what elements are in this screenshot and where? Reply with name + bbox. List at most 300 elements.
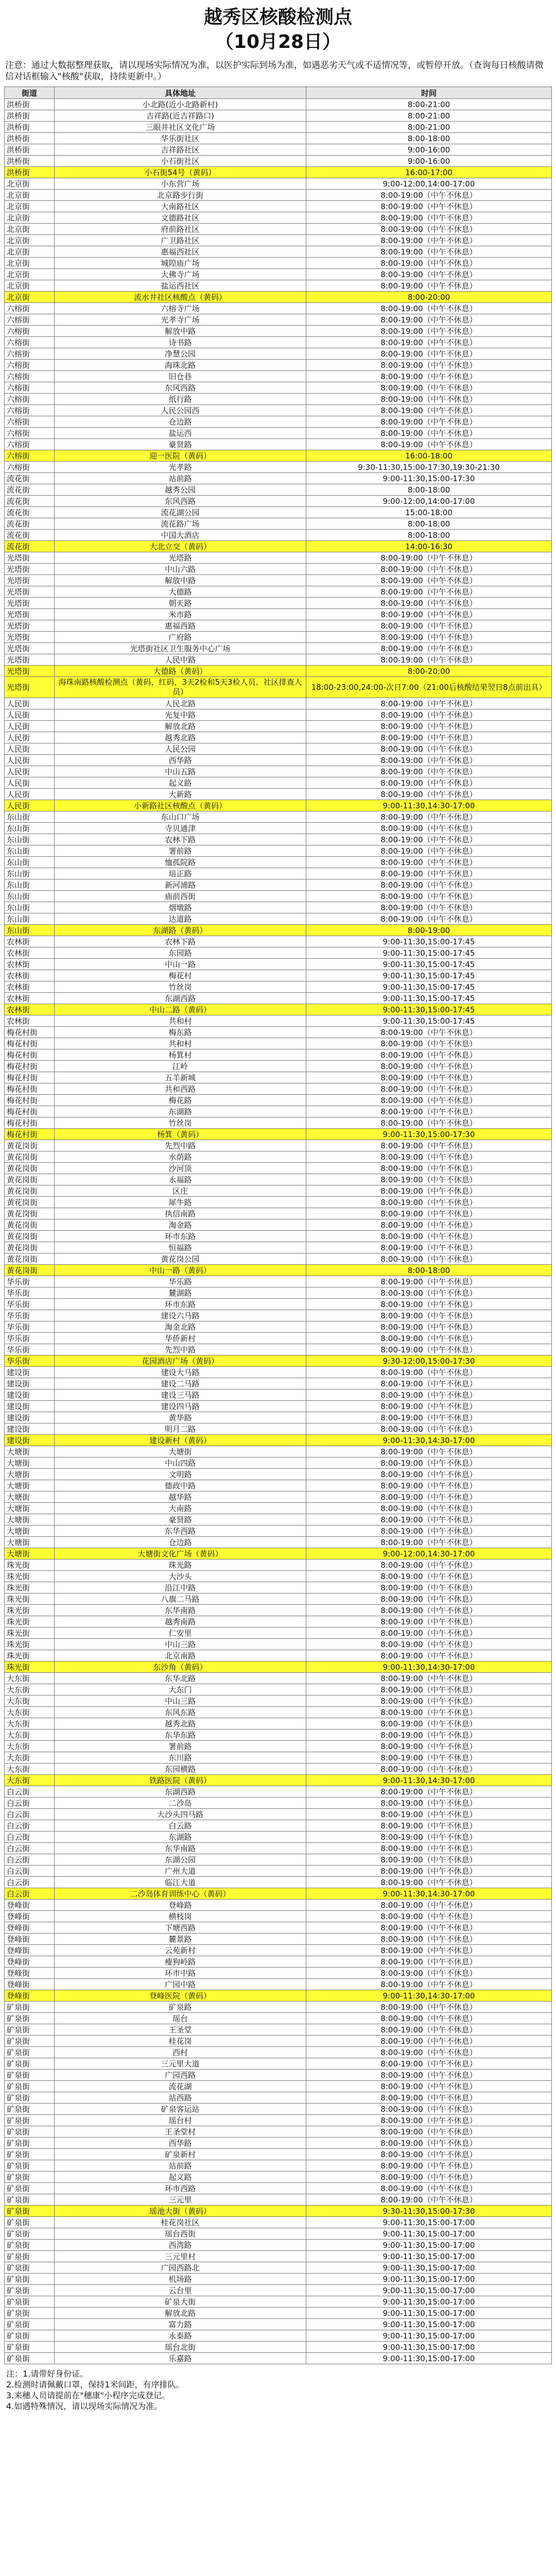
address-cell: 小石街社区 xyxy=(55,156,306,167)
address-cell: 越秀北路 xyxy=(55,1718,306,1730)
table-row xyxy=(5,2342,552,2353)
street-cell: 珠光街 xyxy=(5,1650,55,1662)
address-cell: 米市路 xyxy=(55,609,306,620)
address-cell: 矿泉路 xyxy=(55,2002,306,2013)
time-cell: 8:00-19:00（中午不休息） xyxy=(306,1526,552,1537)
address-cell: 解放中路 xyxy=(55,575,306,586)
street-cell: 人民街 xyxy=(5,721,55,732)
table-row xyxy=(5,777,552,789)
time-cell: 16:00-17:00 xyxy=(306,167,552,178)
table-row xyxy=(5,925,552,936)
time-cell: 16:00-18:00 xyxy=(306,450,552,462)
street-cell: 六榕街 xyxy=(5,382,55,394)
street-cell: 梅花村街 xyxy=(5,1095,55,1106)
time-cell: 9:00-11:30,14:30-17:00 xyxy=(306,1888,552,1900)
address-cell: 北京南路 xyxy=(55,1650,306,1662)
street-cell: 白云街 xyxy=(5,1809,55,1820)
table-row xyxy=(5,1265,552,1276)
time-cell: 8:00-20:00 xyxy=(306,292,552,303)
table-row xyxy=(5,280,552,292)
time-cell: 8:00-19:00（中午不休息） xyxy=(306,620,552,632)
street-cell: 农林街 xyxy=(5,959,55,970)
time-cell: 8:00-19:00（中午不休息） xyxy=(306,2013,552,2024)
address-cell: 东风西路 xyxy=(55,382,306,394)
time-cell: 8:00-19:00（中午不休息） xyxy=(306,1151,552,1163)
time-cell: 8:00-19:00（中午不休息） xyxy=(306,2172,552,2183)
address-cell: 庙前西街 xyxy=(55,891,306,902)
street-cell: 六榕街 xyxy=(5,348,55,360)
street-cell: 登峰街 xyxy=(5,1979,55,1990)
street-cell: 农林街 xyxy=(5,993,55,1004)
time-cell: 9:00-11:30,15:00-17:00 xyxy=(306,2353,552,2364)
street-cell: 矿泉街 xyxy=(5,2251,55,2262)
street-cell: 六榕街 xyxy=(5,360,55,371)
street-cell: 人民街 xyxy=(5,777,55,789)
table-row xyxy=(5,1718,552,1730)
address-cell: 站西路 xyxy=(55,2092,306,2104)
street-cell: 东山街 xyxy=(5,811,55,823)
time-cell: 8:00-19:00（中午不休息） xyxy=(306,1208,552,1219)
time-cell: 8:00-19:00（中午不休息） xyxy=(306,2194,552,2206)
table-row xyxy=(5,1979,552,1990)
table-row xyxy=(5,1968,552,1979)
address-cell: 矿泉新村 xyxy=(55,2149,306,2160)
street-cell: 东山街 xyxy=(5,868,55,879)
street-cell: 北京街 xyxy=(5,224,55,235)
address-cell: 署前路 xyxy=(55,1741,306,1752)
time-cell: 8:00-19:00（中午不休息） xyxy=(306,1049,552,1061)
time-cell: 8:00-19:00（中午不休息） xyxy=(306,1197,552,1208)
address-cell: 临江大道 xyxy=(55,1877,306,1888)
time-cell: 8:00-19:00（中午不休息） xyxy=(306,1673,552,1684)
table-row xyxy=(5,1253,552,1265)
street-cell: 珠光街 xyxy=(5,1605,55,1616)
street-cell: 光塔街 xyxy=(5,609,55,620)
table-row xyxy=(5,586,552,598)
street-cell: 人民街 xyxy=(5,743,55,755)
address-cell: 光复中路 xyxy=(55,709,306,721)
street-cell: 农林街 xyxy=(5,1015,55,1027)
time-cell: 8:00-19:00（中午不休息） xyxy=(306,1650,552,1662)
address-cell: 北京路步行街 xyxy=(55,190,306,201)
address-cell: 珠光路 xyxy=(55,1560,306,1571)
street-cell: 人民街 xyxy=(5,766,55,777)
table-row xyxy=(5,666,552,677)
street-cell: 大塘街 xyxy=(5,1469,55,1480)
time-cell: 8:00-19:00（中午不休息） xyxy=(306,1900,552,1911)
address-cell: 东园横路 xyxy=(55,1764,306,1775)
address-cell: 瑶台村 xyxy=(55,2115,306,2126)
time-cell: 8:00-19:00（中午不休息） xyxy=(306,1299,552,1310)
time-cell: 8:00-19:00（中午不休息） xyxy=(306,326,552,337)
table-row xyxy=(5,541,552,552)
time-cell: 8:00-19:00（中午不休息） xyxy=(306,1696,552,1707)
time-cell: 8:00-19:00（中午不休息） xyxy=(306,360,552,371)
street-cell: 矿泉街 xyxy=(5,2274,55,2285)
table-row xyxy=(5,337,552,348)
street-cell: 黄花岗街 xyxy=(5,1265,55,1276)
time-cell: 8:00-19:00（中午不休息） xyxy=(306,2058,552,2070)
street-cell: 北京街 xyxy=(5,280,55,292)
time-cell: 8:00-19:00（中午不休息） xyxy=(306,1866,552,1877)
address-cell: 水荫路 xyxy=(55,1151,306,1163)
table-row xyxy=(5,1049,552,1061)
time-cell: 8:00-19:00（中午不休息） xyxy=(306,201,552,212)
time-cell: 8:00-19:00（中午不休息） xyxy=(306,598,552,609)
header-street: 街道 xyxy=(5,87,55,99)
table-row xyxy=(5,2285,552,2296)
street-cell: 珠光街 xyxy=(5,1616,55,1628)
time-cell: 8:00-19:00（中午不休息） xyxy=(306,1594,552,1605)
table-row xyxy=(5,1197,552,1208)
address-cell: 环市中路 xyxy=(55,1968,306,1979)
time-cell: 9:00-12:00,14:00-17:00 xyxy=(306,178,552,190)
time-cell: 8:00-19:00（中午不休息） xyxy=(306,303,552,314)
table-row xyxy=(5,1344,552,1355)
time-cell: 9:30-12:00,15:00-17:30 xyxy=(306,1355,552,1367)
address-cell: 中山四路 xyxy=(55,1458,306,1469)
time-cell: 8:00-19:00（中午不休息） xyxy=(306,732,552,743)
street-cell: 农林街 xyxy=(5,1004,55,1015)
time-cell: 8:00-19:00（中午不休息） xyxy=(306,1480,552,1492)
street-cell: 大东街 xyxy=(5,1718,55,1730)
table-row xyxy=(5,1355,552,1367)
street-cell: 农林街 xyxy=(5,936,55,947)
address-cell: 共和村 xyxy=(55,1038,306,1049)
time-cell: 8:00-18:00 xyxy=(306,1265,552,1276)
street-cell: 北京街 xyxy=(5,292,55,303)
table-row xyxy=(5,1038,552,1049)
street-cell: 东山街 xyxy=(5,879,55,891)
time-cell: 8:00-19:00（中午不休息） xyxy=(306,1163,552,1174)
table-row xyxy=(5,1140,552,1151)
street-cell: 华乐街 xyxy=(5,1287,55,1299)
street-cell: 矿泉街 xyxy=(5,2047,55,2058)
address-cell: 文德路社区 xyxy=(55,212,306,224)
address-cell: 纸行路 xyxy=(55,394,306,405)
table-row xyxy=(5,144,552,156)
table-row xyxy=(5,677,552,698)
address-cell: 农林下路 xyxy=(55,834,306,845)
street-cell: 大塘街 xyxy=(5,1446,55,1458)
address-cell: 桂花岗 xyxy=(55,2036,306,2047)
address-cell: 瑶池大街（黄码） xyxy=(55,2206,306,2217)
address-cell: 中国大酒店 xyxy=(55,530,306,541)
address-cell: 杨箕（黄码） xyxy=(55,1129,306,1140)
time-cell: 8:00-19:00（中午不休息） xyxy=(306,575,552,586)
table-row xyxy=(5,1582,552,1594)
table-row xyxy=(5,2353,552,2364)
time-cell: 8:00-19:00（中午不休息） xyxy=(306,698,552,709)
street-cell: 北京街 xyxy=(5,212,55,224)
table-row xyxy=(5,1015,552,1027)
street-cell: 洪桥街 xyxy=(5,144,55,156)
time-cell: 8:00-19:00（中午不休息） xyxy=(306,1038,552,1049)
table-row xyxy=(5,1321,552,1333)
street-cell: 梅花村街 xyxy=(5,1117,55,1129)
address-cell: 大德路 xyxy=(55,586,306,598)
street-cell: 黄花岗街 xyxy=(5,1185,55,1197)
address-cell: 越秀北路 xyxy=(55,732,306,743)
address-cell: 云台里 xyxy=(55,2285,306,2296)
street-cell: 东山街 xyxy=(5,834,55,845)
time-cell: 9:00-11:30,15:00-17:00 xyxy=(306,2217,552,2228)
address-cell: 华乐街社区 xyxy=(55,133,306,144)
table-row xyxy=(5,698,552,709)
street-cell: 光塔街 xyxy=(5,586,55,598)
time-cell: 8:00-19:00（中午不休息） xyxy=(306,2149,552,2160)
table-row xyxy=(5,993,552,1004)
time-cell: 8:00-19:00（中午不休息） xyxy=(306,337,552,348)
address-cell: 东风西路 xyxy=(55,496,306,507)
street-cell: 登峰街 xyxy=(5,1911,55,1922)
address-cell: 流花湖 xyxy=(55,2081,306,2092)
street-cell: 光塔街 xyxy=(5,552,55,564)
table-row xyxy=(5,484,552,496)
table-row xyxy=(5,1605,552,1616)
time-cell: 8:00-19:00（中午不休息） xyxy=(306,371,552,382)
table-row xyxy=(5,416,552,428)
time-cell: 8:00-19:00（中午不休息） xyxy=(306,632,552,643)
address-cell: 人民公园 xyxy=(55,743,306,755)
table-row xyxy=(5,2104,552,2115)
address-cell: 环市东路 xyxy=(55,1299,306,1310)
street-cell: 矿泉街 xyxy=(5,2194,55,2206)
table-row xyxy=(5,947,552,959)
time-cell: 8:00-19:00（中午不休息） xyxy=(306,845,552,857)
table-row xyxy=(5,450,552,462)
table-row xyxy=(5,1571,552,1582)
address-cell: 东川路 xyxy=(55,1752,306,1764)
address-cell: 豪贤路 xyxy=(55,1514,306,1526)
street-cell: 六榕街 xyxy=(5,314,55,326)
time-cell: 8:00-20:00 xyxy=(306,666,552,677)
address-cell: 解放北路 xyxy=(55,2308,306,2319)
table-row xyxy=(5,2296,552,2308)
street-cell: 建设街 xyxy=(5,1389,55,1401)
table-row xyxy=(5,473,552,484)
table-row xyxy=(5,1684,552,1696)
table-header-row xyxy=(5,87,552,99)
table-row xyxy=(5,1911,552,1922)
table-row xyxy=(5,99,552,110)
table-row xyxy=(5,1435,552,1446)
street-cell: 矿泉街 xyxy=(5,2115,55,2126)
address-cell: 三元里大道 xyxy=(55,2058,306,2070)
table-row xyxy=(5,1027,552,1038)
street-cell: 大塘街 xyxy=(5,1503,55,1514)
street-cell: 白云街 xyxy=(5,1832,55,1843)
street-cell: 登峰街 xyxy=(5,1922,55,1934)
table-row xyxy=(5,1401,552,1412)
address-cell: 华侨新村 xyxy=(55,1333,306,1344)
time-cell: 8:00-19:00（中午不休息） xyxy=(306,190,552,201)
address-cell: 环市东路 xyxy=(55,1231,306,1242)
street-cell: 白云街 xyxy=(5,1866,55,1877)
footer-line: 注：1.请带好身份证。 xyxy=(6,2369,89,2379)
time-cell: 9:00-11:30,15:00-17:00 xyxy=(306,2285,552,2296)
street-cell: 矿泉街 xyxy=(5,2138,55,2149)
time-cell: 8:00-19:00（中午不休息） xyxy=(306,1752,552,1764)
address-cell: 西华路 xyxy=(55,755,306,766)
table-row xyxy=(5,732,552,743)
address-cell: 光塔街社区卫生服务中心广场 xyxy=(55,643,306,654)
time-cell: 8:00-19:00（中午不休息） xyxy=(306,1095,552,1106)
address-cell: 小石街54号（黄码） xyxy=(55,167,306,178)
table-row xyxy=(5,1423,552,1435)
time-cell: 9:00-11:30,15:00-17:45 xyxy=(306,936,552,947)
table-row xyxy=(5,2160,552,2172)
street-cell: 矿泉街 xyxy=(5,2217,55,2228)
street-cell: 东山街 xyxy=(5,925,55,936)
time-cell: 8:00-19:00（中午不休息） xyxy=(306,564,552,575)
time-cell: 8:00-19:00（中午不休息） xyxy=(306,1582,552,1594)
street-cell: 流花街 xyxy=(5,496,55,507)
address-cell: 旧仓巷 xyxy=(55,371,306,382)
address-cell: 东华北路 xyxy=(55,1673,306,1684)
table-row xyxy=(5,1628,552,1639)
street-cell: 建设街 xyxy=(5,1435,55,1446)
time-cell: 8:00-19:00（中午不休息） xyxy=(306,1367,552,1378)
address-cell: 光孝寺广场 xyxy=(55,314,306,326)
street-cell: 矿泉街 xyxy=(5,2024,55,2036)
table-row xyxy=(5,609,552,620)
time-cell: 9:30-11:30,15:00-17:30 xyxy=(306,2206,552,2217)
table-row xyxy=(5,1866,552,1877)
table-row xyxy=(5,2194,552,2206)
street-cell: 梅花村街 xyxy=(5,1038,55,1049)
address-cell: 云苑新村 xyxy=(55,1945,306,1956)
time-cell: 8:00-19:00（中午不休息） xyxy=(306,2115,552,2126)
address-cell: 城隍庙广场 xyxy=(55,258,306,269)
street-cell: 六榕街 xyxy=(5,439,55,450)
table-row xyxy=(5,1900,552,1911)
time-cell: 8:00-18:00 xyxy=(306,518,552,530)
street-cell: 梅花村街 xyxy=(5,1129,55,1140)
street-cell: 矿泉街 xyxy=(5,2330,55,2342)
street-cell: 北京街 xyxy=(5,190,55,201)
table-row xyxy=(5,2047,552,2058)
time-cell: 9:00-11:30,15:00-17:45 xyxy=(306,1004,552,1015)
address-cell: 小东营广场 xyxy=(55,178,306,190)
street-cell: 珠光街 xyxy=(5,1560,55,1571)
street-cell: 白云街 xyxy=(5,1854,55,1866)
street-cell: 白云街 xyxy=(5,1820,55,1832)
address-cell: 瑶台北街 xyxy=(55,2342,306,2353)
table-row xyxy=(5,2024,552,2036)
table-row xyxy=(5,1594,552,1605)
street-cell: 大塘街 xyxy=(5,1458,55,1469)
table-row xyxy=(5,1163,552,1174)
table-row xyxy=(5,224,552,235)
address-cell: 黄花岗公园 xyxy=(55,1253,306,1265)
address-cell: 富力路 xyxy=(55,2319,306,2330)
time-cell: 8:00-19:00（中午不休息） xyxy=(306,1174,552,1185)
address-cell: 大塘街文化广场（黄码） xyxy=(55,1548,306,1560)
table-row xyxy=(5,1832,552,1843)
street-cell: 矿泉街 xyxy=(5,2104,55,2115)
street-cell: 农林街 xyxy=(5,981,55,993)
time-cell: 9:00-16:00 xyxy=(306,156,552,167)
address-cell: 解放中路 xyxy=(55,326,306,337)
time-cell: 8:00-19:00（中午不休息） xyxy=(306,2036,552,2047)
table-row xyxy=(5,1526,552,1537)
table-row xyxy=(5,1843,552,1854)
street-cell: 东山街 xyxy=(5,857,55,868)
table-row xyxy=(5,868,552,879)
table-row xyxy=(5,2081,552,2092)
time-cell: 8:00-19:00（中午不休息） xyxy=(306,1820,552,1832)
table-row xyxy=(5,789,552,800)
street-cell: 矿泉街 xyxy=(5,2081,55,2092)
table-row xyxy=(5,743,552,755)
address-cell: 越秀公园 xyxy=(55,484,306,496)
street-cell: 黄花岗街 xyxy=(5,1140,55,1151)
address-cell: 中山一路（黄码） xyxy=(55,1265,306,1276)
address-cell: 培正路 xyxy=(55,868,306,879)
street-cell: 北京街 xyxy=(5,235,55,246)
time-cell: 8:00-19:00（中午不休息） xyxy=(306,913,552,925)
time-cell: 8:00-19:00（中午不休息） xyxy=(306,1140,552,1151)
address-cell: 建设新村（黄码） xyxy=(55,1435,306,1446)
address-cell: 署前路 xyxy=(55,845,306,857)
table-row xyxy=(5,2240,552,2251)
time-cell: 8:00-19:00（中午不休息） xyxy=(306,1628,552,1639)
address-cell: 王圣堂村 xyxy=(55,2126,306,2138)
table-row xyxy=(5,632,552,643)
time-cell: 8:00-19:00（中午不休息） xyxy=(306,1072,552,1083)
street-cell: 矿泉街 xyxy=(5,2183,55,2194)
table-row xyxy=(5,371,552,382)
time-cell: 8:00-19:00（中午不休息） xyxy=(306,2024,552,2036)
address-cell: 梅花村 xyxy=(55,970,306,981)
street-cell: 六榕街 xyxy=(5,326,55,337)
time-cell: 9:00-11:30,14:30-17:00 xyxy=(306,800,552,811)
street-cell: 大塘街 xyxy=(5,1514,55,1526)
street-cell: 洪桥街 xyxy=(5,167,55,178)
time-cell: 8:00-19:00（中午不休息） xyxy=(306,2081,552,2092)
address-cell: 登峰路 xyxy=(55,1900,306,1911)
time-cell: 9:00-11:30,14:30-17:00 xyxy=(306,1435,552,1446)
time-cell: 8:00-19:00（中午不休息） xyxy=(306,1968,552,1979)
time-cell: 9:00-11:30,14:30-17:00 xyxy=(306,1775,552,1786)
street-cell: 北京街 xyxy=(5,269,55,280)
street-cell: 黄花岗街 xyxy=(5,1219,55,1231)
table-row xyxy=(5,1333,552,1344)
table-row xyxy=(5,1367,552,1378)
address-cell: 朝天路 xyxy=(55,598,306,609)
table-row xyxy=(5,1458,552,1469)
street-cell: 流花街 xyxy=(5,507,55,518)
table-row xyxy=(5,1185,552,1197)
time-cell: 9:00-11:30,15:00-17:00 xyxy=(306,2330,552,2342)
address-cell: 起义路 xyxy=(55,777,306,789)
time-cell: 8:00-19:00（中午不休息） xyxy=(306,1117,552,1129)
street-cell: 矿泉街 xyxy=(5,2262,55,2274)
table-row xyxy=(5,2262,552,2274)
table-row xyxy=(5,348,552,360)
address-cell: 人民中路 xyxy=(55,654,306,666)
street-cell: 光塔街 xyxy=(5,598,55,609)
table-row xyxy=(5,2308,552,2319)
address-cell: 大北立交（黄码） xyxy=(55,541,306,552)
street-cell: 矿泉街 xyxy=(5,2160,55,2172)
address-cell: 东湖路（黄码） xyxy=(55,925,306,936)
street-cell: 建设街 xyxy=(5,1412,55,1423)
street-cell: 大塘街 xyxy=(5,1526,55,1537)
address-cell: 麓景路 xyxy=(55,1934,306,1945)
time-cell: 8:00-19:00（中午不休息） xyxy=(306,777,552,789)
